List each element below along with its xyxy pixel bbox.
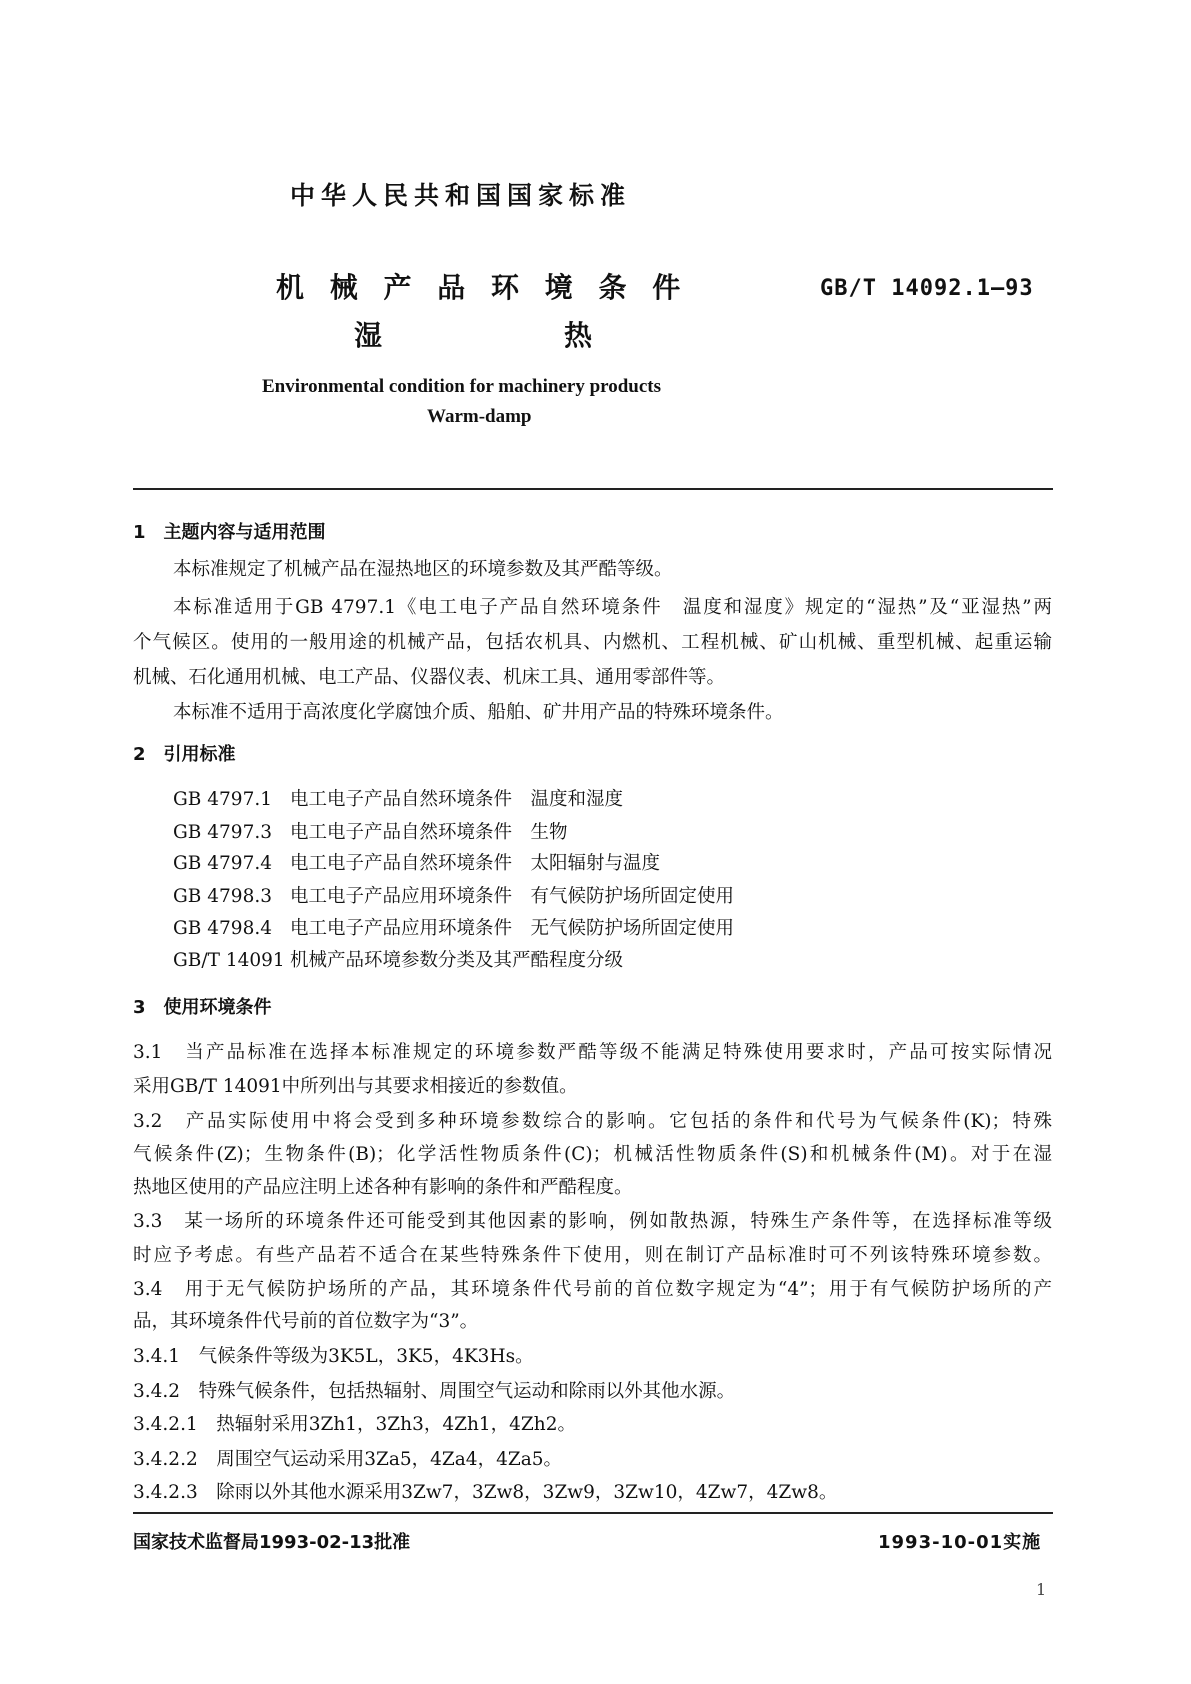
paragraph-line: 采用GB/T 14091中所列出与其要求相接近的参数值。	[133, 1076, 578, 1097]
reference-title: 电工电子产品自然环境条件 太阳辐射与温度	[290, 853, 661, 874]
paragraph-line: 热地区使用的产品应注明上述各种有影响的条件和严酷程度。	[133, 1177, 633, 1198]
paragraph-line: 气候条件(Z)；生物条件(B)；化学活性物质条件(C)；机械活性物质条件(S)和机械条件(M)。对于在湿	[133, 1144, 1052, 1165]
paragraph-line: 3.2 产品实际使用中将会受到多种环境参数综合的影响。它包括的条件和代号为气候条件(K)；特殊	[133, 1111, 1052, 1132]
page-number: 1	[1036, 1580, 1047, 1599]
country-standard-heading: 中华人民共和国国家标准	[290, 181, 632, 210]
reference-title: 电工电子产品自然环境条件 温度和湿度	[290, 789, 624, 810]
document-title: 机 械 产 品 环 境 条 件	[276, 271, 689, 304]
paragraph-line: 3.1 当产品标准在选择本标准规定的环境参数严酷等级不能满足特殊使用要求时，产品可按实际情况	[133, 1042, 1052, 1063]
paragraph-line: 3.4 用于无气候防护场所的产品，其环境条件代号前的首位数字规定为“4”；用于有气候防护场所的产	[133, 1279, 1052, 1300]
reference-code: GB 4797.3	[173, 822, 272, 843]
paragraph-line: 3.4.1 气候条件等级为3K5L，3K5，4K3Hs。	[133, 1346, 534, 1367]
section-1-heading: 1 主题内容与适用范围	[133, 522, 326, 543]
section-3-heading: 3 使用环境条件	[133, 997, 272, 1018]
paragraph-line: 时应予考虑。有些产品若不适合在某些特殊条件下使用，则在制订产品标准时可不列该特殊环境参数。	[133, 1245, 1052, 1266]
paragraph-line: 本标准适用于GB 4797.1《电工电子产品自然环境条件 温度和湿度》规定的“湿热”及“亚湿热”两	[173, 597, 1052, 618]
reference-code: GB 4797.1	[173, 789, 272, 810]
reference-code: GB 4798.4	[173, 918, 272, 939]
reference-code: GB 4797.4	[173, 853, 272, 874]
implementation-date: 1993-10-01实施	[878, 1532, 1042, 1553]
paragraph-line: 机械、石化通用机械、电工产品、仪器仪表、机床工具、通用零部件等。	[133, 667, 726, 688]
header-divider	[133, 488, 1053, 490]
reference-title: 机械产品环境参数分类及其严酷程度分级	[290, 950, 624, 971]
footer-divider	[133, 1512, 1053, 1514]
section-2-heading: 2 引用标准	[133, 744, 236, 765]
paragraph-line: 3.4.2.3 除雨以外其他水源采用3Zw7，3Zw8，3Zw9，3Zw10，4Zw7，4Zw8。	[133, 1482, 838, 1503]
document-subtitle-part1: 湿	[354, 319, 383, 352]
reference-title: 电工电子产品应用环境条件 有气候防护场所固定使用	[290, 886, 735, 907]
paragraph-line: 3.3 某一场所的环境条件还可能受到其他因素的影响，例如散热源，特殊生产条件等，在选择标准等级	[133, 1211, 1052, 1232]
reference-code: GB/T 14091	[173, 950, 285, 971]
reference-code: GB 4798.3	[173, 886, 272, 907]
paragraph-line: 本标准不适用于高浓度化学腐蚀介质、船舶、矿井用产品的特殊环境条件。	[173, 702, 784, 723]
paragraph-line: 本标准规定了机械产品在湿热地区的环境参数及其严酷等级。	[173, 559, 673, 580]
document-subtitle-part2: 热	[564, 319, 593, 352]
english-title: Environmental condition for machinery products	[262, 376, 662, 397]
english-subtitle: Warm-damp	[427, 406, 532, 427]
standard-number: GB/T 14092.1—93	[820, 276, 1034, 301]
approval-date: 国家技术监督局1993-02-13批准	[133, 1532, 411, 1553]
reference-title: 电工电子产品自然环境条件 生物	[290, 822, 568, 843]
paragraph-line: 3.4.2.1 热辐射采用3Zh1，3Zh3，4Zh1，4Zh2。	[133, 1414, 576, 1435]
paragraph-line: 3.4.2 特殊气候条件，包括热辐射、周围空气运动和除雨以外其他水源。	[133, 1381, 736, 1402]
reference-title: 电工电子产品应用环境条件 无气候防护场所固定使用	[290, 918, 735, 939]
paragraph-line: 个气候区。使用的一般用途的机械产品，包括农机具、内燃机、工程机械、矿山机械、重型机械、起重运输	[133, 632, 1052, 653]
paragraph-line: 品，其环境条件代号前的首位数字为“3”。	[133, 1311, 479, 1332]
paragraph-line: 3.4.2.2 周围空气运动采用3Za5，4Za4，4Za5。	[133, 1449, 562, 1470]
